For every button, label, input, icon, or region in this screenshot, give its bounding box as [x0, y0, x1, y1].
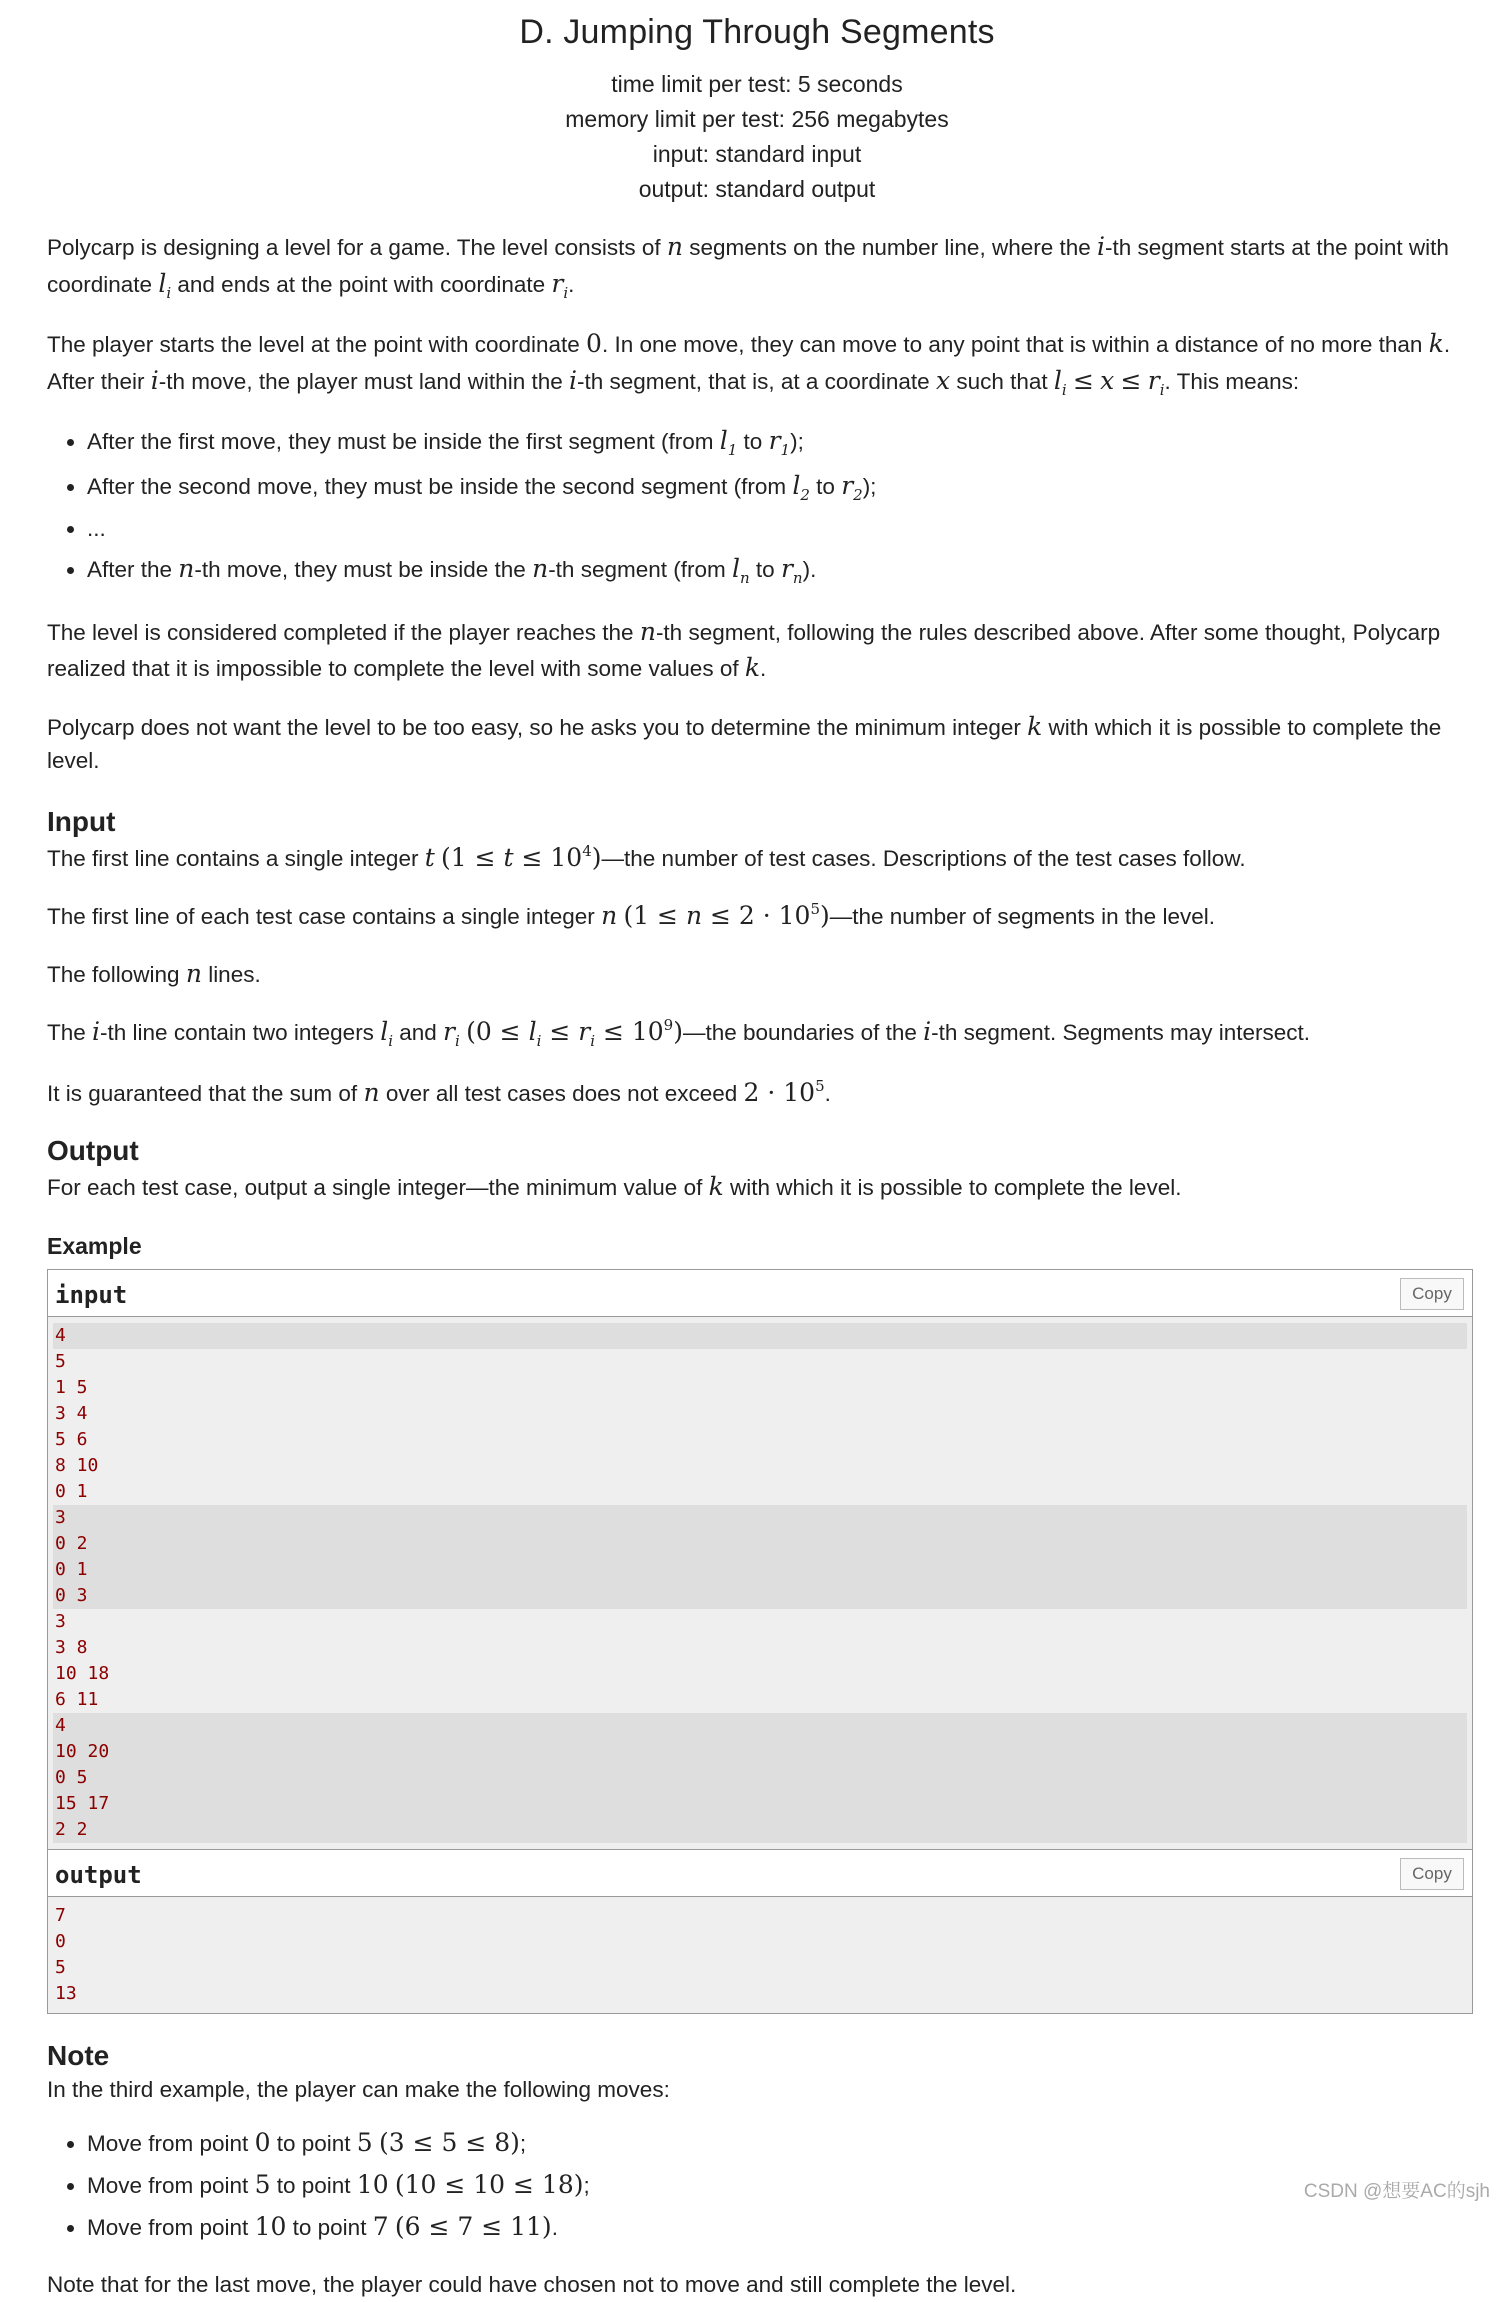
sample-input-line: 5: [53, 1349, 1467, 1375]
sample-input-line: 10 20: [53, 1739, 1467, 1765]
example-title: Example: [47, 1232, 142, 1259]
output-section-title: Output: [47, 1135, 139, 1167]
sample-input-line: 15 17: [53, 1791, 1467, 1817]
sample-input-line: 8 10: [53, 1453, 1467, 1479]
sample-input-line: 0 1: [53, 1479, 1467, 1505]
sample-input-line: 3: [53, 1505, 1467, 1531]
input-paragraph-5: It is guaranteed that the sum of n over all test cases does not exceed $2 \cdot 10^5$.: [47, 1077, 831, 1108]
input-paragraph-2: The first line of each test case contains a single integer n $(1 \le n \le 2 \cdot 10^5)—the$ number of segments in the level.: [47, 899, 1215, 930]
sample-input-line: 0 2: [53, 1531, 1467, 1557]
sample-input-line: 4: [53, 1323, 1467, 1349]
sample-input-content: [48, 1317, 1472, 1849]
input-section: [47, 804, 1467, 1112]
legend-paragraph-4: Polycarp does not want the level to be too easy, so he asks you to determine the minimum integer k with which it is possible to complete the level.: [47, 711, 1442, 773]
list-item: • Move from point 10 to point 7 (6 ≤ 7 ≤ 11).: [87, 2209, 1467, 2245]
sample-input-line: 1 5: [53, 1375, 1467, 1401]
legend: [47, 229, 1467, 777]
sample-input-line: 0 3: [53, 1583, 1467, 1609]
sample-input-line: 3 4: [53, 1401, 1467, 1427]
sample-output-line: 7: [55, 1904, 66, 1926]
sample-output-header: [48, 1850, 1472, 1897]
problem-statement: [47, 0, 1467, 2302]
csdn-watermark: CSDN @想要AC的sjh: [1303, 2181, 1490, 2203]
output-spec: output: standard output: [638, 176, 876, 203]
input-paragraph-3: The following n lines.: [47, 959, 261, 989]
sample-input-line: 0 1: [53, 1557, 1467, 1583]
sample-output-content: [48, 1897, 1472, 2013]
note-moves-list: [47, 2125, 1467, 2246]
legend-paragraph-2: The player starts the level at the point with coordinate 0. In one move, they can move to any point that is within a distance of no more than k. After their i-th move, the player must land within the i-th segment, that is, at a coordinate x such that $l_i \le x \le r_i$. This means:: [47, 329, 1451, 399]
sample-input-header: [48, 1270, 1472, 1317]
legend-paragraph-1: Polycarp is designing a level for a game. The level consists of n segments on the number line, where the i-th segment starts at the point with coordinate $l_i$ and ends at the point with coordinate $r_i$.: [47, 232, 1449, 302]
list-item: • Move from point 0 to point 5 (3 ≤ 5 ≤ 8);: [87, 2125, 1467, 2161]
list-item: • After the second move, they must be inside the second segment (from $l_2$ to $r_2$);: [87, 468, 1467, 507]
sample-output-box: [47, 1850, 1473, 2014]
sample-input-label: input: [55, 1280, 128, 1309]
note-section: [47, 2038, 1467, 2302]
sample-output-line: 0: [55, 1930, 66, 1952]
problem-title: D. Jumping Through Segments: [519, 13, 995, 51]
output-paragraph: For each test case, output a single integer—the minimum value of k with which it is possible to complete the level.: [47, 1172, 1182, 1202]
legend-paragraph-3: The level is considered completed if the player reaches the n-th segment, following the rules described above. After some thought, Polycarp realized that it is impossible to complete the level with some values of k.: [47, 617, 1441, 683]
sample-input-line: 2 2: [53, 1817, 1467, 1843]
sample-output-line: 13: [55, 1982, 77, 2004]
sample-output-line: 5: [55, 1956, 66, 1978]
sample-input-line: 3 8: [53, 1635, 1467, 1661]
list-item: • After the n-th move, they must be inside the n-th segment (from $l_n$ to $r_n$).: [87, 551, 1467, 590]
note-paragraph-2: Note that for the last move, the player could have chosen not to move and still complete the level.: [47, 2272, 1017, 2298]
sample-input-line: 3: [53, 1609, 1467, 1635]
list-item: • Move from point 5 to point 10 (10 ≤ 10 ≤ 18);: [87, 2167, 1467, 2203]
sample-input-line: 6 11: [53, 1687, 1467, 1713]
sample-input-line: 0 5: [53, 1765, 1467, 1791]
sample-input-line: 4: [53, 1713, 1467, 1739]
sample-output-label: output: [55, 1860, 142, 1889]
input-paragraph-1: The first line contains a single integer t $(1 \le t \le 10^4)—the$ number of test cases. Descriptions of the test cases follow.: [47, 841, 1246, 872]
note-section-title: Note: [47, 2039, 110, 2071]
list-item: • ...: [87, 513, 1467, 546]
input-section-title: Input: [47, 805, 116, 837]
input-spec: input: standard input: [652, 141, 862, 168]
time-limit: time limit per test: 5 seconds: [611, 71, 903, 98]
list-item: • After the first move, they must be inside the first segment (from $l_1$ to $r_1$);: [87, 423, 1467, 462]
sample-input-line: 10 18: [53, 1661, 1467, 1687]
sample-input-box: [47, 1269, 1473, 1850]
copy-output-button[interactable]: Copy: [1400, 1858, 1464, 1890]
move-rules-list: [47, 423, 1467, 590]
output-section: [47, 1133, 1467, 1205]
sample-input-line: 5 6: [53, 1427, 1467, 1453]
input-paragraph-4: The i-th line contain two integers $l_i$ and $r_i$ ($0 \le l_i \le r_i$ ≤ $10^9)—the$ boundaries of the i-th segment. Segments may intersect.: [47, 1016, 1311, 1051]
copy-input-button[interactable]: Copy: [1400, 1278, 1464, 1310]
memory-limit: memory limit per test: 256 megabytes: [565, 106, 949, 133]
note-paragraph-1: In the third example, the player can make the following moves:: [47, 2076, 670, 2102]
